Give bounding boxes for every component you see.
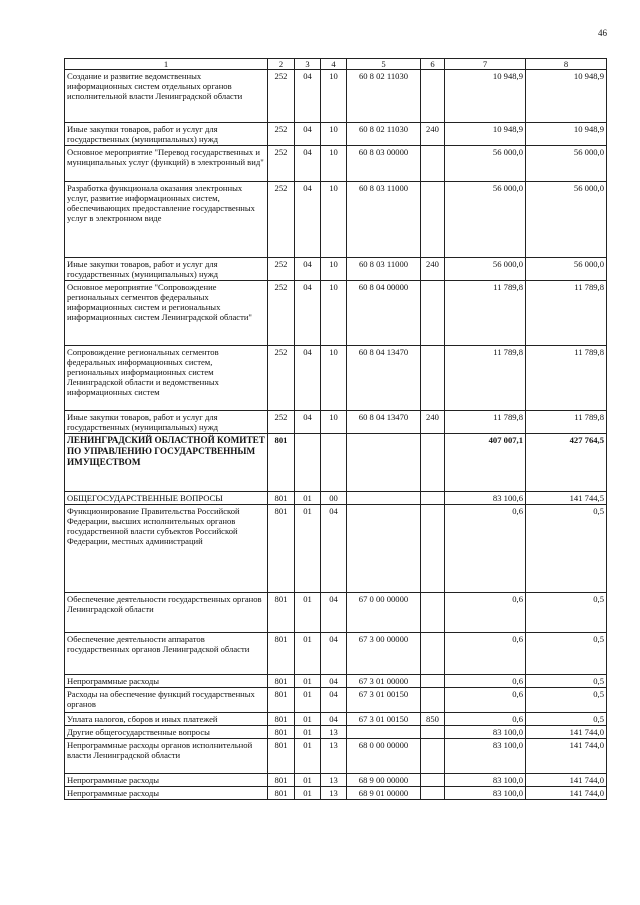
section-code: 04	[295, 346, 321, 411]
subsection-code: 04	[321, 633, 347, 675]
amount-year-1: 0,6	[445, 713, 526, 726]
subsection-code: 10	[321, 123, 347, 146]
amount-year-1: 11 789,8	[445, 346, 526, 411]
section-code: 04	[295, 411, 321, 434]
amount-year-1: 83 100,0	[445, 774, 526, 787]
table-row	[65, 713, 607, 726]
expense-type: 240	[421, 258, 445, 281]
section-code: 01	[295, 675, 321, 688]
amount-year-1: 0,6	[445, 633, 526, 675]
row-name: Иные закупки товаров, работ и услуг для государственных (муниципальных) нужд	[65, 123, 268, 146]
row-name: Обеспечение деятельности государственных органов Ленинградской области	[65, 593, 268, 633]
table-row	[65, 688, 607, 713]
row-name: Расходы на обеспечение функций государственных органов	[65, 688, 268, 713]
column-number: 7	[445, 59, 526, 70]
section-code: 01	[295, 787, 321, 800]
table-row	[65, 593, 607, 633]
row-name: ОБЩЕГОСУДАРСТВЕННЫЕ ВОПРОСЫ	[65, 492, 268, 505]
expense-type	[421, 675, 445, 688]
expense-type: 240	[421, 411, 445, 434]
target-article: 60 8 04 13470	[347, 346, 421, 411]
ministry-code: 801	[268, 787, 295, 800]
amount-year-2: 0,5	[526, 713, 607, 726]
page-number: 46	[598, 28, 607, 38]
subsection-code: 10	[321, 258, 347, 281]
column-number: 8	[526, 59, 607, 70]
section-code	[295, 434, 321, 492]
row-name: Непрограммные расходы органов исполнительной власти Ленинградской области	[65, 739, 268, 774]
ministry-code: 801	[268, 633, 295, 675]
table-row	[65, 146, 607, 182]
row-name: Непрограммные расходы	[65, 774, 268, 787]
row-name: Функционирование Правительства Российской Федерации, высших исполнительных органов государственной власти субъектов Российской Федерации, местных администраций	[65, 505, 268, 593]
row-name: Сопровождение региональных сегментов федеральных информационных систем, региональных информационных систем Ленинградской области и ведомственных информационных систем	[65, 346, 268, 411]
table-row	[65, 492, 607, 505]
table-row	[65, 434, 607, 492]
ministry-code: 252	[268, 346, 295, 411]
expense-type	[421, 492, 445, 505]
amount-year-1: 56 000,0	[445, 146, 526, 182]
amount-year-2: 11 789,8	[526, 411, 607, 434]
ministry-code: 801	[268, 593, 295, 633]
amount-year-1: 407 007,1	[445, 434, 526, 492]
table-row	[65, 505, 607, 593]
amount-year-1: 83 100,0	[445, 787, 526, 800]
amount-year-1: 0,6	[445, 505, 526, 593]
target-article: 68 9 00 00000	[347, 774, 421, 787]
expense-type	[421, 774, 445, 787]
amount-year-1: 56 000,0	[445, 258, 526, 281]
subsection-code: 04	[321, 675, 347, 688]
amount-year-1: 83 100,0	[445, 739, 526, 774]
ministry-code: 252	[268, 411, 295, 434]
ministry-code: 801	[268, 688, 295, 713]
section-code: 01	[295, 774, 321, 787]
subsection-code: 10	[321, 182, 347, 258]
target-article: 60 8 03 00000	[347, 146, 421, 182]
amount-year-1: 56 000,0	[445, 182, 526, 258]
section-code: 01	[295, 688, 321, 713]
row-name: ЛЕНИНГРАДСКИЙ ОБЛАСТНОЙ КОМИТЕТ ПО УПРАВЛЕНИЮ ГОСУДАРСТВЕННЫМ ИМУЩЕСТВОМ	[65, 434, 268, 492]
ministry-code: 801	[268, 505, 295, 593]
expense-type	[421, 739, 445, 774]
table-row	[65, 739, 607, 774]
expense-type	[421, 787, 445, 800]
row-name: Непрограммные расходы	[65, 675, 268, 688]
expense-type: 240	[421, 123, 445, 146]
column-number: 3	[295, 59, 321, 70]
expense-type	[421, 593, 445, 633]
table-row	[65, 70, 607, 123]
amount-year-2: 427 764,5	[526, 434, 607, 492]
amount-year-2: 141 744,0	[526, 787, 607, 800]
amount-year-2: 141 744,5	[526, 492, 607, 505]
amount-year-1: 83 100,6	[445, 492, 526, 505]
amount-year-1: 10 948,9	[445, 70, 526, 123]
subsection-code: 04	[321, 505, 347, 593]
ministry-code: 252	[268, 281, 295, 346]
amount-year-1: 10 948,9	[445, 123, 526, 146]
target-article: 60 8 02 11030	[347, 70, 421, 123]
amount-year-1: 83 100,0	[445, 726, 526, 739]
target-article	[347, 492, 421, 505]
expense-type	[421, 688, 445, 713]
target-article: 67 3 01 00150	[347, 688, 421, 713]
ministry-code: 801	[268, 713, 295, 726]
expense-type	[421, 146, 445, 182]
table-row	[65, 633, 607, 675]
section-code: 04	[295, 281, 321, 346]
table-row	[65, 411, 607, 434]
expense-type	[421, 70, 445, 123]
row-name: Создание и развитие ведомственных информационных систем отдельных органов исполнительной власти Ленинградской области	[65, 70, 268, 123]
subsection-code: 10	[321, 346, 347, 411]
amount-year-2: 10 948,9	[526, 123, 607, 146]
section-code: 01	[295, 633, 321, 675]
amount-year-2: 11 789,8	[526, 281, 607, 346]
section-code: 01	[295, 726, 321, 739]
subsection-code	[321, 434, 347, 492]
ministry-code: 801	[268, 434, 295, 492]
subsection-code: 04	[321, 593, 347, 633]
column-number: 5	[347, 59, 421, 70]
amount-year-1: 0,6	[445, 593, 526, 633]
amount-year-2: 10 948,9	[526, 70, 607, 123]
target-article	[347, 505, 421, 593]
section-code: 01	[295, 505, 321, 593]
subsection-code: 04	[321, 688, 347, 713]
table-row	[65, 675, 607, 688]
amount-year-2: 11 789,8	[526, 346, 607, 411]
subsection-code: 00	[321, 492, 347, 505]
ministry-code: 252	[268, 70, 295, 123]
expense-type	[421, 346, 445, 411]
ministry-code: 801	[268, 726, 295, 739]
row-name: Разработка функционала оказания электронных услуг, развитие информационных систем, обеспечивающих предоставление государственных услуг в электронном виде	[65, 182, 268, 258]
ministry-code: 801	[268, 774, 295, 787]
expense-type	[421, 434, 445, 492]
amount-year-2: 0,5	[526, 675, 607, 688]
amount-year-1: 0,6	[445, 688, 526, 713]
subsection-code: 13	[321, 726, 347, 739]
amount-year-2: 0,5	[526, 505, 607, 593]
table-row	[65, 774, 607, 787]
amount-year-2: 0,5	[526, 593, 607, 633]
target-article: 60 8 04 00000	[347, 281, 421, 346]
column-number: 4	[321, 59, 347, 70]
amount-year-2: 0,5	[526, 633, 607, 675]
budget-table	[64, 58, 607, 800]
amount-year-1: 11 789,8	[445, 411, 526, 434]
target-article: 60 8 03 11000	[347, 258, 421, 281]
section-code: 01	[295, 593, 321, 633]
target-article: 67 3 01 00000	[347, 675, 421, 688]
table-row	[65, 258, 607, 281]
ministry-code: 801	[268, 739, 295, 774]
section-code: 01	[295, 739, 321, 774]
target-article	[347, 726, 421, 739]
row-name: Основное мероприятие "Сопровождение региональных сегментов федеральных информационных систем и региональных информационных систем Ленинградской области"	[65, 281, 268, 346]
column-number-row	[65, 59, 607, 70]
target-article: 68 0 00 00000	[347, 739, 421, 774]
row-name: Иные закупки товаров, работ и услуг для государственных (муниципальных) нужд	[65, 258, 268, 281]
table-row	[65, 281, 607, 346]
subsection-code: 13	[321, 739, 347, 774]
expense-type: 850	[421, 713, 445, 726]
subsection-code: 10	[321, 70, 347, 123]
section-code: 04	[295, 182, 321, 258]
amount-year-2: 56 000,0	[526, 146, 607, 182]
expense-type	[421, 726, 445, 739]
amount-year-2: 56 000,0	[526, 182, 607, 258]
subsection-code: 13	[321, 787, 347, 800]
target-article: 67 3 01 00150	[347, 713, 421, 726]
expense-type	[421, 505, 445, 593]
target-article: 60 8 02 11030	[347, 123, 421, 146]
section-code: 04	[295, 258, 321, 281]
row-name: Основное мероприятие "Перевод государственных и муниципальных услуг (функций) в электронный вид"	[65, 146, 268, 182]
column-number: 6	[421, 59, 445, 70]
section-code: 04	[295, 146, 321, 182]
target-article	[347, 434, 421, 492]
target-article: 67 3 00 00000	[347, 633, 421, 675]
subsection-code: 04	[321, 713, 347, 726]
section-code: 01	[295, 492, 321, 505]
ministry-code: 252	[268, 146, 295, 182]
row-name: Иные закупки товаров, работ и услуг для государственных (муниципальных) нужд	[65, 411, 268, 434]
section-code: 04	[295, 70, 321, 123]
subsection-code: 10	[321, 146, 347, 182]
amount-year-1: 0,6	[445, 675, 526, 688]
ministry-code: 252	[268, 182, 295, 258]
table-row	[65, 787, 607, 800]
subsection-code: 10	[321, 411, 347, 434]
table-row	[65, 182, 607, 258]
subsection-code: 13	[321, 774, 347, 787]
table-row	[65, 726, 607, 739]
row-name: Непрограммные расходы	[65, 787, 268, 800]
amount-year-2: 56 000,0	[526, 258, 607, 281]
subsection-code: 10	[321, 281, 347, 346]
ministry-code: 801	[268, 675, 295, 688]
expense-type	[421, 633, 445, 675]
target-article: 68 9 01 00000	[347, 787, 421, 800]
table-row	[65, 123, 607, 146]
target-article: 60 8 04 13470	[347, 411, 421, 434]
ministry-code: 252	[268, 123, 295, 146]
column-number: 2	[268, 59, 295, 70]
ministry-code: 252	[268, 258, 295, 281]
ministry-code: 801	[268, 492, 295, 505]
amount-year-1: 11 789,8	[445, 281, 526, 346]
amount-year-2: 141 744,0	[526, 774, 607, 787]
row-name: Другие общегосударственные вопросы	[65, 726, 268, 739]
amount-year-2: 0,5	[526, 688, 607, 713]
section-code: 04	[295, 123, 321, 146]
expense-type	[421, 182, 445, 258]
row-name: Уплата налогов, сборов и иных платежей	[65, 713, 268, 726]
target-article: 67 0 00 00000	[347, 593, 421, 633]
expense-type	[421, 281, 445, 346]
amount-year-2: 141 744,0	[526, 739, 607, 774]
row-name: Обеспечение деятельности аппаратов государственных органов Ленинградской области	[65, 633, 268, 675]
amount-year-2: 141 744,0	[526, 726, 607, 739]
table-row	[65, 346, 607, 411]
target-article: 60 8 03 11000	[347, 182, 421, 258]
column-number: 1	[65, 59, 268, 70]
section-code: 01	[295, 713, 321, 726]
